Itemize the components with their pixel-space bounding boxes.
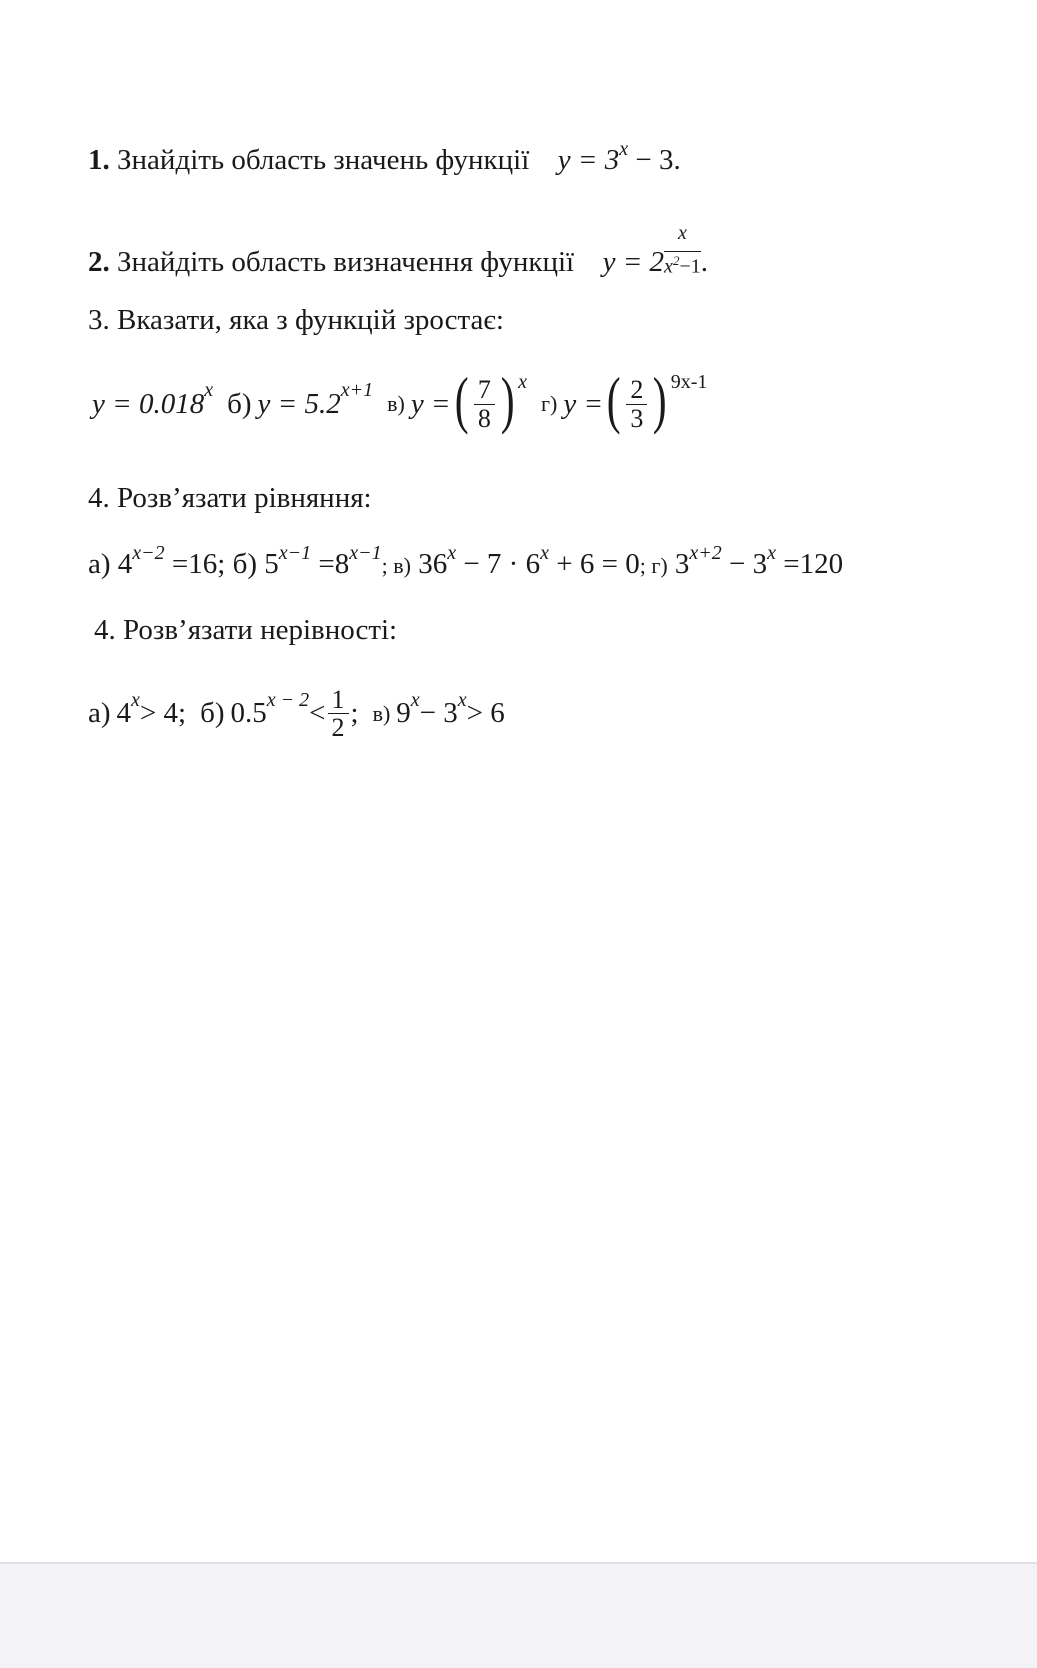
task-5-title: 4. Розв’язати нерівності: [94,614,398,646]
task-2-exp-den [664,254,701,277]
task-4-b-base: 5 [264,548,279,580]
task-5-c-label: в) [372,700,391,726]
task-4-c-rhs: + 6 = 0 [548,548,640,580]
task-5-b-op: < [309,697,326,730]
task-3-d-label: г) [541,391,558,416]
task-5-b-den: 2 [331,713,345,743]
task-3-d-lhs: y = [563,387,604,420]
task-3-b-exp: x+1 [340,379,374,401]
task-5-b-exp: x − 2 [266,688,310,711]
task-3-options [92,364,708,436]
task-3-b-label: б) [227,387,252,420]
task-4-a-exp: x−2 [132,542,165,564]
task-5-a-label: а) [88,697,111,730]
task-5-c-mid: − 3 [419,697,458,730]
task-3-c-paren: ( $\frac{7}{8}$ ) [454,364,515,435]
task-4-a-rhs: =16 [164,548,218,580]
task-5-c-rhs: > 6 [466,697,505,730]
task-5-a-exp: x [131,688,140,711]
task-4-b-exp: x−1 [278,542,312,564]
task-4-d-base: 3 [674,548,690,580]
task-2-formula-lhs: y = 2 [602,246,665,278]
task-3-c-den: 8 [477,403,491,433]
task-4-c-base: 36 [418,548,448,580]
task-4-a-base: 4 [117,548,133,580]
task-5-c-exp2: x [457,688,467,711]
task-5-b-num: 1 [331,685,345,714]
task-5-b-fraction [328,686,349,742]
task-2-number: 2. [88,246,110,278]
task-5-inequalities [88,686,505,742]
task-4-a-label: а) [88,548,111,580]
task-3-d-paren: ( $\frac{2}{3}$ ) [606,364,667,435]
task-5-a-rhs: > 4; [139,697,187,730]
task-5-c-base: 9 [396,697,411,730]
task-5-b-end: ; [350,697,359,730]
task-5-c-exp: x [410,688,420,711]
task-5-b-label: б) [200,697,225,730]
task-4-c-exp: x [447,542,457,564]
viewer-bottom-bar [0,1562,1037,1668]
task-4-title: 4. Розв’язати рівняння: [88,482,372,514]
task-1-formula-exp: x [619,138,629,160]
task-3-b-lhs: y = 5.2 [257,387,341,420]
task-2-exp-num: x [677,222,687,244]
task-3-a-lhs: y = 0.018 [92,387,205,420]
task-3-c-num: 7 [477,375,491,405]
task-4-b-exp2: x−1 [349,542,382,564]
task-2-text: Знайдіть область визначення функції [117,246,575,278]
task-4-sep1: ; б) [217,548,257,580]
task-4-sep3: ; г) [639,553,668,578]
task-4-c-exp2: x [540,542,549,564]
task-3-d-exp: 9x-1 [670,371,708,393]
task-2-exp-den-base: x [664,255,673,278]
task-3-d-num: 2 [630,375,644,405]
task-4-equations [88,542,844,580]
task-2 [88,222,708,303]
task-3-d-fraction [626,376,647,432]
task-3-c-exp: x [518,371,528,393]
task-4-d-mid: − 3 [721,548,768,580]
task-3-title: 3. Вказати, яка з функцій зростає: [88,304,504,336]
task-1-text: Знайдіть область значень функції [117,144,530,176]
task-4-b-mid: =8 [311,548,350,580]
task-3-c-fraction [474,376,495,432]
task-4-d-rhs: =120 [776,548,844,580]
task-2-exponent-fraction [664,222,701,278]
task-4-d-exp2: x [767,542,777,564]
task-2-exp-den-rest: −1 [679,255,701,278]
task-1 [88,138,681,176]
task-4-c-mid: − 7 · 6 [456,548,541,580]
task-3-c-label: в) [387,391,405,416]
task-5-a-base: 4 [116,697,132,730]
task-2-end: . [700,246,708,278]
task-5-b-base: 0.5 [230,697,267,730]
task-4-d-exp: x+2 [689,542,722,564]
task-1-formula-rhs: − 3. [628,144,681,176]
task-1-number: 1. [88,144,110,176]
task-3-d-den: 3 [630,403,644,433]
task-2-exp-den-pow: 2 [672,253,680,268]
task-1-formula-lhs: y = 3 [557,144,620,176]
task-4-sep2: ; в) [381,553,411,578]
task-3-c-lhs: y = [410,387,451,420]
task-3-a-exp: x [204,379,214,401]
fraction-bar [664,251,701,252]
